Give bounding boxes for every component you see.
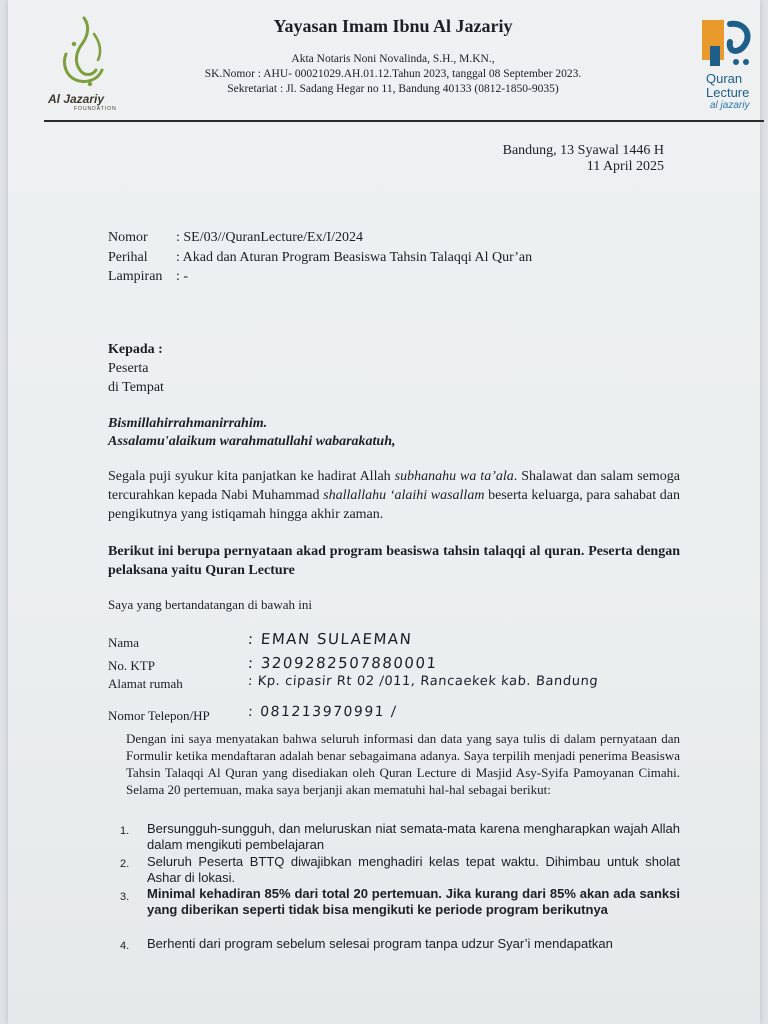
- quran-lecture-logo: [700, 16, 768, 112]
- recipient-line2: di Tempat: [108, 380, 164, 395]
- bismillah: Bismillahirrahmanirrahim.: [108, 416, 268, 431]
- nama-value: : EMAN SULAEMAN: [247, 630, 413, 648]
- alamat-label: Alamat rumah: [108, 676, 183, 691]
- rule-3-text: Minimal kehadiran 85% dari total 20 pertemuan. Jika kurang dari 85% akan ada sanksi yang diberikan seperti tidak bisa mengikuti ke periode program berikutnya: [147, 886, 680, 917]
- rule-4-num: 4.: [120, 940, 130, 952]
- right-logo-line3: al jazariy: [710, 100, 750, 111]
- letter-page: [8, 0, 760, 1024]
- rule-4-text: Berhenti dari program sebelum selesai program tanpa udzur Syar’i mendapatkan: [147, 936, 613, 951]
- intro-text-4: shallallahu ‘alaihi wasallam: [323, 488, 485, 503]
- quran-lecture-mark-icon: [700, 16, 756, 70]
- nomor-value: : SE/03//QuranLecture/Ex/I/2024: [176, 230, 364, 245]
- rule-1-text: Bersungguh-sungguh, dan meluruskan niat semata-mata karena mengharapkan wajah Allah dalam mengikuti pembelajaran: [147, 821, 680, 852]
- intro-paragraph: [108, 467, 680, 524]
- rule-2-text: Seluruh Peserta BTTQ diwajibkan menghadiri kelas tepat waktu. Dihimbau untuk sholat Ashar di lokasi.: [147, 854, 680, 885]
- kepada-label: Kepada :: [108, 342, 163, 357]
- rule-1-num: 1.: [120, 825, 130, 837]
- signer-intro: Saya yang bertandatangan di bawah ini: [108, 597, 312, 612]
- intro-text-5: beserta keluarga, para sahabat dan pengikutnya yang istiqamah hingga akhir zaman.: [108, 488, 680, 522]
- al-jazariy-logo: [44, 14, 134, 114]
- right-logo-line1: Quran: [706, 71, 743, 86]
- ktp-value: : 3209282507880001: [247, 654, 439, 672]
- alamat-value: : Kp. cipasir Rt 02 /011, Rancaekek kab. Bandung: [247, 674, 599, 689]
- declaration-paragraph: Dengan ini saya menyatakan bahwa seluruh informasi dan data yang saya tulis di dalam pernyataan dan Formulir ketika mendaftaran adalah benar sebagaimana adanya. Saya terpilih menjadi penerima Beasiswa Tahsin Talaqqi Al Quran yang disediakan oleh Quran Lecture di Masjid Asy-Syifa Pamoyanan Cimahi. Selama 20 pertemuan, maka saya berjanji akan mematuhi hal-hal sebagai berikut:: [126, 731, 680, 797]
- intro-text-3: . Shalawat dan salam semoga tercurahkan kepada Nabi Muhammad: [108, 469, 680, 503]
- lampiran-label: Lampiran: [108, 269, 163, 284]
- left-logo-text: Al Jazariy: [48, 92, 105, 106]
- lampiran-value: : -: [176, 269, 189, 284]
- statement-paragraph: Berikut ini berupa pernyataan akad program beasiswa tahsin talaqqi al quran. Peserta dengan pelaksana yaitu Quran Lecture: [108, 544, 680, 578]
- notary-line: Akta Notaris Noni Novalinda, S.H., M.KN.,: [291, 53, 495, 65]
- nomor-label: Nomor: [108, 230, 148, 245]
- right-logo-line2: Lecture: [706, 85, 750, 100]
- calligraphy-logo-icon: [44, 14, 124, 94]
- telp-value: : 081213970991 /: [247, 704, 398, 720]
- date-hijri: Bandung, 13 Syawal 1446 H: [502, 143, 664, 158]
- perihal-label: Perihal: [108, 250, 148, 265]
- telp-label: Nomor Telepon/HP: [108, 708, 210, 723]
- recipient-line1: Peserta: [108, 361, 149, 376]
- left-logo-sub: FOUNDATION: [74, 106, 117, 112]
- perihal-value: : Akad dan Aturan Program Beasiswa Tahsin Talaqqi Al Qur’an: [176, 250, 533, 265]
- rule-2-num: 2.: [120, 858, 130, 870]
- sk-line: SK.Nomor : AHU- 00021029.AH.01.12.Tahun 2023, tanggal 08 September 2023.: [204, 68, 582, 80]
- org-name: Yayasan Imam Ibnu Al Jazariy: [273, 16, 513, 36]
- date-gregorian: 11 April 2025: [586, 159, 664, 174]
- intro-text-1: Segala puji syukur kita panjatkan ke hadirat Allah: [108, 469, 395, 484]
- ktp-label: No. KTP: [108, 658, 155, 673]
- salam: Assalamu'alaikum warahmatullahi wabarakatuh,: [108, 434, 396, 449]
- nama-label: Nama: [108, 635, 140, 650]
- rule-3-num: 3.: [120, 891, 130, 903]
- header-divider: [44, 120, 764, 122]
- secretariat-line: Sekretariat : Jl. Sadang Hegar no 11, Bandung 40133 (0812-1850-9035): [227, 83, 559, 95]
- intro-text-2: subhanahu wa ta’ala: [394, 469, 514, 484]
